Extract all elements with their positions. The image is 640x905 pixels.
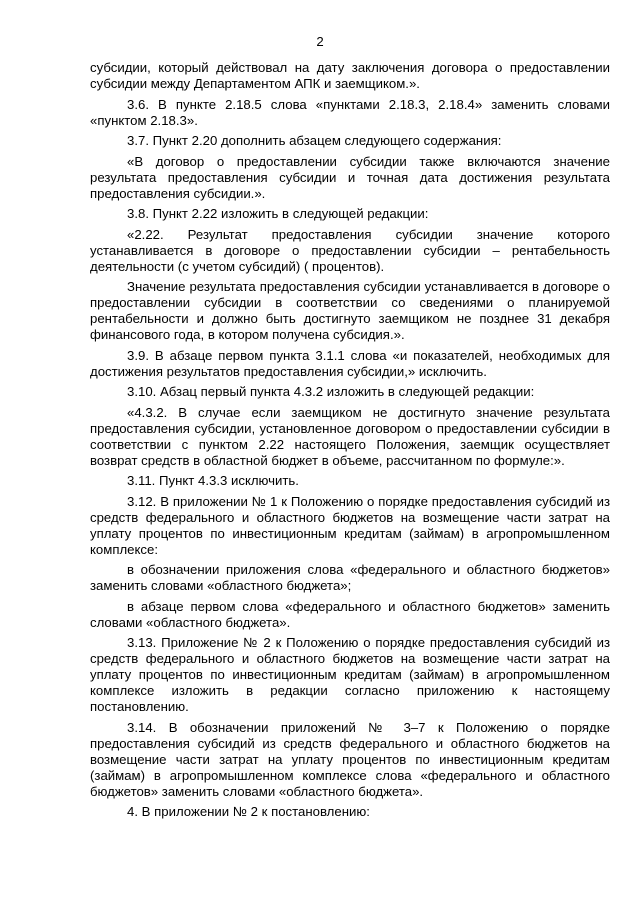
paragraph: Значение результата предоставления субсидии устанавливается в договоре о предоставлении субсидии в соответствии со сведениями о планируемой рентабельности и должно быть достигнуто заемщиком не позднее 31 декабря финансового года, в котором получена субсидия.». (90, 279, 610, 342)
paragraph: в обозначении приложения слова «федерального и областного бюджетов» заменить словами «областного бюджета»; (90, 562, 610, 593)
paragraph: 3.11. Пункт 4.3.3 исключить. (127, 473, 299, 488)
paragraph: «2.22. Результат предоставления субсидии значение которого устанавливается в договоре о предоставлении субсидии – рентабельность деятельности (с учетом субсидий) ( процентов). (90, 226, 610, 274)
paragraph: «В договор о предоставлении субсидии также включаются значение результата предоставления субсидии и точная дата достижения результата предоставления субсидии.». (90, 153, 610, 201)
paragraph: 3.10. Абзац первый пункта 4.3.2 изложить в следующей редакции: (127, 384, 535, 399)
paragraph: 3.13. Приложение № 2 к Положению о порядке предоставления субсидий из средств федерального и областного бюджетов на возмещение части затрат на уплату процентов по инвестиционным кредитам (займам) в агропромышленном комплексе изложить в редакции согласно приложению к настоящему постановлению. (90, 635, 610, 714)
paragraph: 3.6. В пункте 2.18.5 слова «пунктами 2.18.3, 2.18.4» заменить словами «пунктом 2.18.3». (90, 96, 610, 128)
document-body (90, 60, 610, 825)
paragraph: 3.9. В абзаце первом пункта 3.1.1 слова «и показателей, необходимых для достижения результатов предоставления субсидии,» исключить. (90, 347, 610, 379)
paragraph: в абзаце первом слова «федерального и областного бюджетов» заменить словами «областного бюджета». (90, 598, 610, 630)
paragraph: 3.14. В обозначении приложений № 3–7 к Положению о порядке предоставления субсидий из средств федерального и областного бюджетов на возмещение части затрат на уплату процентов по инвестиционным кредитам (займам) в агропромышленном комплексе слова «федерального и областного бюджетов» заменить словами «областного бюджета». (90, 719, 610, 799)
paragraph: «4.3.2. В случае если заемщиком не достигнуто значение результата предоставления субсидии, установленное договором о предоставлении субсидии в соответствии с пунктом 2.22 настоящего Положения, заемщик осуществляет возврат средств в областной бюджет в объеме, рассчитанном по формуле:». (90, 404, 610, 468)
paragraph: субсидии, который действовал на дату заключения договора о предоставлении субсидии между Департаментом АПК и заемщиком.». (90, 60, 610, 91)
paragraph: 3.7. Пункт 2.20 дополнить абзацем следующего содержания: (127, 133, 502, 148)
paragraph: 3.8. Пункт 2.22 изложить в следующей редакции: (127, 206, 429, 221)
paragraph: 4. В приложении № 2 к постановлению: (127, 804, 370, 819)
page-number: 2 (316, 34, 324, 49)
paragraph: 3.12. В приложении № 1 к Положению о порядке предоставления субсидий из средств федерального и областного бюджетов на возмещение части затрат на уплату процентов по инвестиционным кредитам (займам) в агропромышленном комплексе: (90, 493, 610, 557)
